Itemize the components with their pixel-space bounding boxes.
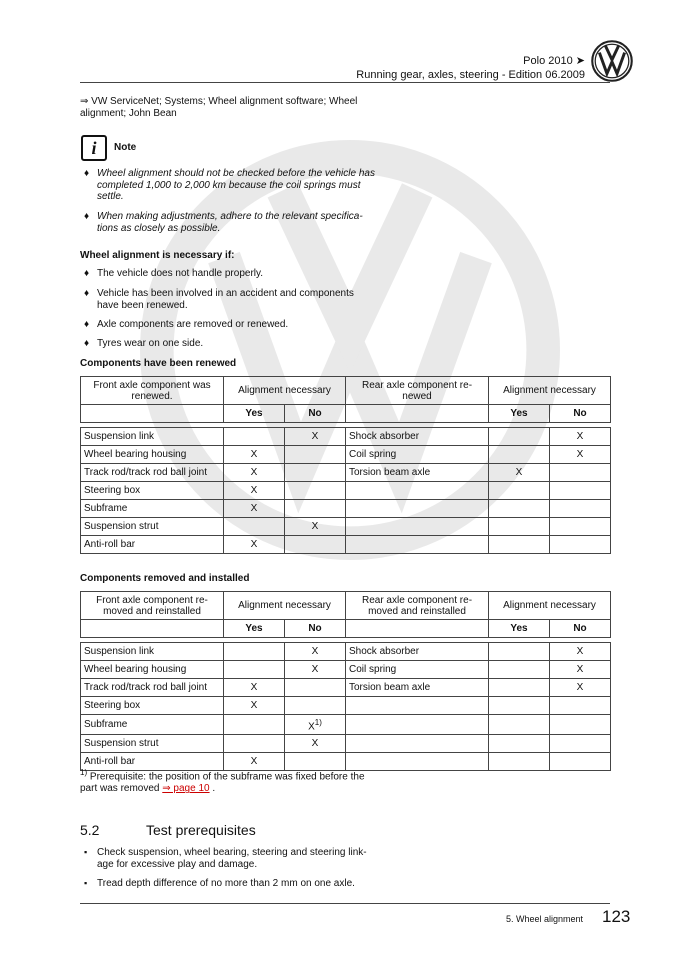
header-rule: [80, 82, 610, 83]
list-item: Check suspension, wheel bearing, steering and steering link- age for excessive play and damage.: [97, 847, 367, 870]
table-row: Track rod/track rod ball joint X Torsion beam axle X: [81, 464, 611, 482]
diamond-bullet-icon: ♦: [84, 288, 90, 299]
yes-header: Yes: [224, 405, 285, 423]
table-cell: [81, 405, 224, 423]
table-header: Alignment necessary: [224, 592, 346, 620]
table-row: Suspension strut X: [81, 518, 611, 536]
diamond-bullet-icon: ♦: [84, 338, 90, 349]
table-cell: [346, 405, 489, 423]
intro-text: ⇒ VW ServiceNet; Systems; Wheel alignment software; Wheel alignment; John Bean: [80, 96, 358, 119]
no-header: No: [550, 620, 611, 638]
yes-header: Yes: [224, 620, 285, 638]
vw-logo: [591, 40, 633, 82]
list-item: Tread depth difference of no more than 2 mm on one axle.: [97, 878, 355, 889]
footnote-ref: 1): [314, 717, 322, 727]
table-row: Wheel bearing housing X Coil spring X: [81, 661, 611, 679]
table-row: Subframe $X^{1)}$: [81, 715, 611, 735]
note-item: When making adjustments, adhere to the relevant specifica- tions as closely as possible.: [97, 211, 363, 234]
components-renewed-table: [80, 376, 611, 554]
diamond-bullet-icon: ♦: [84, 211, 90, 222]
diamond-bullet-icon: ♦: [84, 319, 90, 330]
page-number: 123: [602, 907, 631, 926]
arrow-icon: ⇒: [80, 96, 89, 107]
square-bullet-icon: ▪: [84, 847, 88, 857]
model-line: Polo 2010 ➤: [523, 55, 585, 67]
footer-rule: [80, 903, 610, 904]
table1-heading: Components have been renewed: [80, 358, 237, 369]
table-row: Steering box X: [81, 697, 611, 715]
note-label: Note: [114, 142, 137, 153]
table-header: Alignment necessary: [489, 592, 611, 620]
table-row: Anti-roll bar X: [81, 753, 611, 771]
alignment-heading: Wheel alignment is necessary if:: [80, 250, 235, 261]
yes-header: Yes: [489, 405, 550, 423]
edition-subtitle: Running gear, axles, steering - Edition 06.2009: [356, 69, 585, 81]
table-row: Wheel bearing housing X Coil spring X: [81, 446, 611, 464]
table2-heading: Components removed and installed: [80, 573, 250, 584]
footnote: $^{1)}$ Prerequisite: the position of the subframe was fixed before the part was removed ⇒ page 10 .: [80, 768, 365, 795]
info-icon: i: [81, 135, 107, 161]
table-row: Steering box X: [81, 482, 611, 500]
page-link[interactable]: ⇒ page 10: [162, 783, 210, 795]
list-item: Tyres wear on one side.: [97, 338, 204, 349]
section-number: 5.2: [80, 822, 100, 838]
table-cell: [346, 620, 489, 638]
list-item: Axle components are removed or renewed.: [97, 319, 289, 330]
table-row: Anti-roll bar X: [81, 536, 611, 554]
table-row: Subframe X: [81, 500, 611, 518]
table-header: Rear axle component re- newed: [346, 377, 489, 405]
table-row: Track rod/track rod ball joint X Torsion beam axle X: [81, 679, 611, 697]
components-removed-table: [80, 591, 611, 771]
diamond-bullet-icon: ♦: [84, 268, 90, 279]
no-header: No: [550, 405, 611, 423]
table-header: Rear axle component re- moved and reinstalled: [346, 592, 489, 620]
table-header: Front axle component was renewed.: [81, 377, 224, 405]
square-bullet-icon: ▪: [84, 878, 88, 888]
list-item: The vehicle does not handle properly.: [97, 268, 264, 279]
yes-header: Yes: [489, 620, 550, 638]
section-title: Test prerequisites: [146, 822, 256, 838]
chapter-label: 5. Wheel alignment: [506, 914, 584, 924]
no-header: No: [285, 620, 346, 638]
list-item: Vehicle has been involved in an accident and components have been renewed.: [97, 288, 354, 311]
table-row: Suspension link X Shock absorber X: [81, 428, 611, 446]
note-item: Wheel alignment should not be checked before the vehicle has completed 1,000 to 2,000 km because the coil springs must settle.: [97, 168, 375, 202]
no-header: No: [285, 405, 346, 423]
table-header: Front axle component re- moved and reinstalled: [81, 592, 224, 620]
table-header: Alignment necessary: [224, 377, 346, 405]
table-row: Suspension link X Shock absorber X: [81, 643, 611, 661]
table-row: Suspension strut X: [81, 735, 611, 753]
diamond-bullet-icon: ♦: [84, 168, 90, 179]
table-header: Alignment necessary: [489, 377, 611, 405]
table-cell: [81, 620, 224, 638]
